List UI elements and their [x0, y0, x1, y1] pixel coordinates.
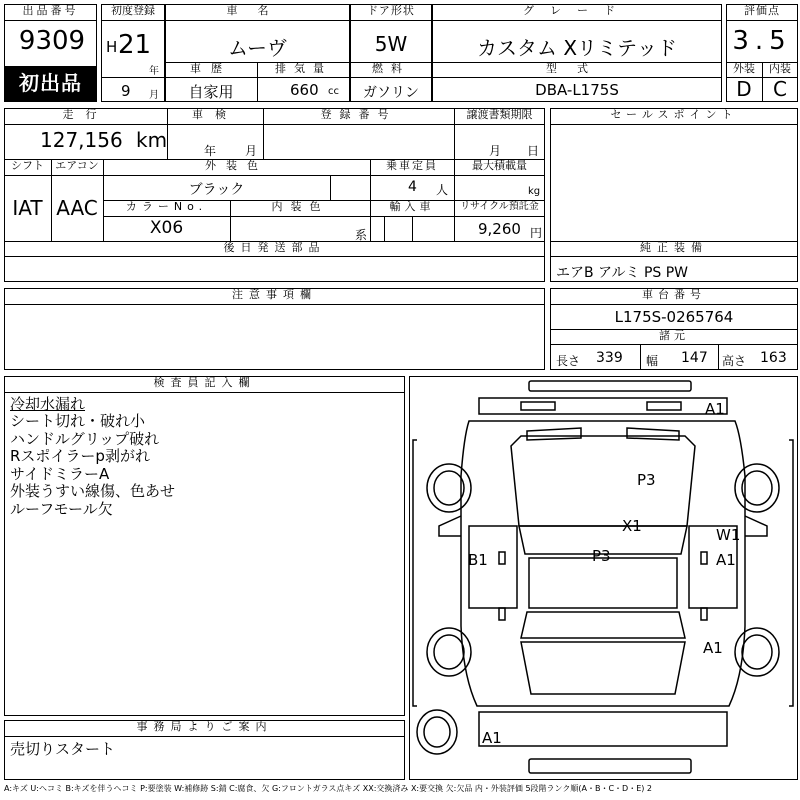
notes-label: 注意事項欄 — [232, 288, 317, 301]
damage-right-mirror: W1 — [716, 526, 741, 544]
interior-label: 内装 — [769, 62, 791, 75]
score: 3.5 — [732, 26, 792, 56]
mileage-unit: km — [136, 128, 168, 152]
inspector-note-3: ハンドルグリップ破れ — [10, 430, 160, 448]
genuine-equipment-label: 純正装備 — [640, 241, 708, 254]
damage-windshield: X1 — [622, 517, 642, 535]
car-name: ムーヴ — [228, 36, 287, 60]
office-label: 事務局よりご案内 — [136, 720, 273, 733]
door-label: ドア形状 — [367, 4, 415, 17]
car-history: 自家用 — [188, 83, 234, 101]
length: 339 — [596, 350, 623, 366]
mileage: 127,156 — [40, 128, 123, 152]
first-registration-label: 初度登録 — [111, 4, 155, 17]
damage-roof: P3 — [592, 547, 611, 565]
ac-label: エアコン — [55, 159, 99, 172]
inspection-month-unit: 月 — [245, 144, 258, 158]
color-number-label: カラーNo. — [125, 200, 208, 213]
recycle-unit: 円 — [530, 226, 543, 240]
fuel-type: ガソリン — [363, 85, 419, 101]
model-code: DBA-L175S — [535, 81, 619, 99]
fuel-label: 燃料 — [372, 62, 410, 75]
capacity-label: 乗車定員 — [386, 159, 438, 172]
damage-front-bumper: A1 — [705, 400, 725, 418]
inspector-note-7: ルーフモール欠 — [10, 500, 113, 518]
interior-color-label: 内装色 — [271, 200, 329, 213]
specs-label: 諸元 — [659, 329, 689, 342]
sales-point-label: セールスポイント — [610, 108, 738, 121]
color-number: X06 — [149, 218, 184, 238]
first-time-badge: 初出品 — [5, 66, 96, 101]
recycle-deposit-label: リサイクル預託金 — [460, 201, 539, 212]
damage-rear-bumper: A1 — [482, 729, 502, 747]
later-parts-label: 後日発送部品 — [223, 241, 326, 254]
genuine-equipment: エアB アルミ PS PW — [556, 265, 689, 281]
exterior-color-label: 外装色 — [205, 159, 268, 172]
capacity: 4 — [408, 179, 417, 195]
mileage-label: 走行 — [62, 108, 109, 121]
length-label: 長さ — [556, 354, 581, 368]
capacity-unit: 人 — [436, 183, 449, 197]
shift-label: シフト — [11, 159, 44, 172]
transfer-day-unit: 日 — [527, 144, 540, 158]
exterior-grade: D — [736, 77, 752, 101]
era: H — [106, 38, 118, 56]
damage-right-rear-fender: A1 — [703, 639, 723, 657]
grade-label: グレード — [523, 4, 631, 17]
inspector-note-2: シート切れ・破れ小 — [10, 412, 146, 430]
interior-color-unit: 系 — [355, 228, 368, 242]
import-label: 輸入車 — [389, 200, 435, 213]
registration-number-label: 登録番号 — [320, 108, 397, 121]
inspection-year-unit: 年 — [204, 144, 217, 158]
door-type: 5W — [374, 32, 408, 56]
chassis-number: L175S-0265764 — [614, 308, 734, 326]
inspector-note-4: Rスポイラーp剥がれ — [10, 447, 150, 465]
displacement: 660 — [290, 81, 319, 99]
inspection-label: 車検 — [192, 108, 238, 121]
interior-grade: C — [773, 77, 787, 101]
width: 147 — [681, 350, 708, 366]
year-unit: 年 — [149, 66, 159, 77]
transfer-month-unit: 月 — [489, 144, 502, 158]
chassis-number-label: 車台番号 — [642, 288, 706, 301]
inspector-note-5: サイドミラーA — [10, 465, 110, 483]
lot-number: 9309 — [18, 26, 86, 56]
transfer-deadline-label: 譲渡書類期限 — [466, 108, 533, 121]
car-name-label: 車名 — [226, 4, 289, 17]
model-label: 型式 — [546, 62, 608, 75]
displacement-label: 排気量 — [275, 62, 332, 75]
history-label: 車歴 — [190, 62, 232, 75]
legend: A:キズ U:ヘコミ B:キズを伴うヘコミ P:要塗装 W:補修跡 S:錆 C:腐食、欠 G:フロントガラス点キズ XX:交換済み X:要交換 欠:欠品 内・外装評価 5段階ランク順(A・B・C・D・E) 2 — [4, 784, 653, 793]
height: 163 — [760, 350, 787, 366]
recycle-deposit: 9,260 — [478, 220, 521, 238]
inspector-note-6: 外装うすい線傷、色あせ — [10, 482, 176, 500]
lot-number-label: 出品番号 — [22, 4, 79, 17]
exterior-label: 外装 — [733, 62, 755, 75]
score-label: 評価点 — [744, 4, 780, 17]
exterior-color: ブラック — [188, 182, 245, 198]
height-label: 高さ — [722, 354, 747, 368]
damage-hood: P3 — [637, 471, 656, 489]
grade: カスタム Xリミテッド — [476, 36, 678, 60]
shift: IAT — [12, 196, 43, 220]
width-label: 幅 — [646, 354, 659, 368]
registration-year: 21 — [118, 30, 152, 60]
damage-left-side: B1 — [468, 551, 488, 569]
office-note: 売切りスタート — [10, 740, 116, 758]
max-load-unit: kg — [528, 186, 541, 197]
month-unit: 月 — [149, 90, 159, 101]
inspector-note-1: 冷却水漏れ — [10, 395, 86, 413]
max-load-label: 最大積載量 — [472, 159, 527, 172]
inspector-label: 検査員記入欄 — [153, 376, 256, 389]
damage-right-side: A1 — [716, 551, 736, 569]
displacement-unit: cc — [328, 86, 339, 97]
air-conditioner: AAC — [56, 196, 98, 220]
registration-month: 9 — [121, 82, 131, 100]
car-diagram — [409, 376, 798, 780]
